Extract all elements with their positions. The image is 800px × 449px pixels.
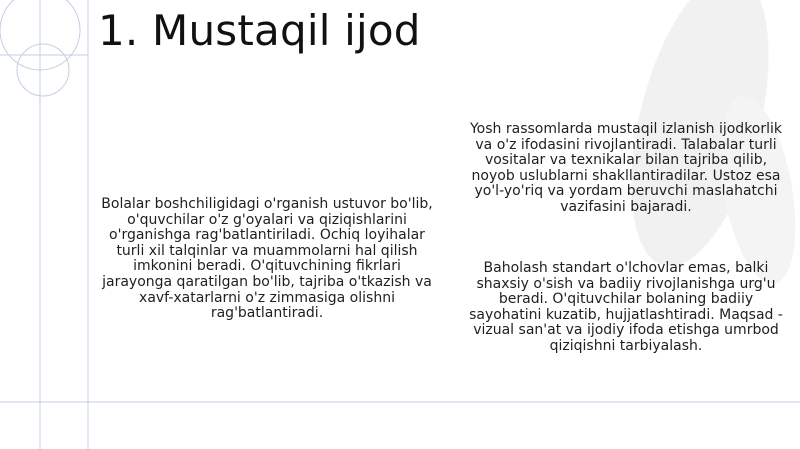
paragraph-right-top: Yosh rassomlarda mustaqil izlanish ijodkorlik va o'z ifodasini rivojlantiradi. Talabalar turli vositalar va texnikalar bilan tajriba qilib, noyob uslublarni shakllantiradilar. Ustoz esa yo'l-yo'riq va yordam beruvchi maslahatchi vazifasini bajaradi.: [469, 121, 783, 215]
paragraph-right-bottom: Baholash standart o'lchovlar emas, balki shaxsiy o'sish va badiiy rivojlanishga urg'u beradi. O'qituvchilar bolaning badiiy sayohatini kuzatib, hujjatlashtiradi. Maqsad - vizual san'at va ijodiy ifoda etishga umrbod qiziqishni tarbiyalash.: [469, 260, 783, 354]
slide-title: 1. Mustaqil ijod: [98, 6, 421, 55]
paragraph-left: Bolalar boshchiligidagi o'rganish ustuvor bo'lib, o'quvchilar o'z g'oyalari va qiziqishlarini o'rganishga rag'batlantiriladi. Ochiq loyihalar turli xil talqinlar va muammolarni hal qilish imkonini beradi. O'qituvchining fikrlari jarayonga qaratilgan bo'lib, tajriba o'tkazish va xavf-xatarlarni o'z zimmasiga olishni rag'batlantiradi.: [101, 196, 433, 322]
